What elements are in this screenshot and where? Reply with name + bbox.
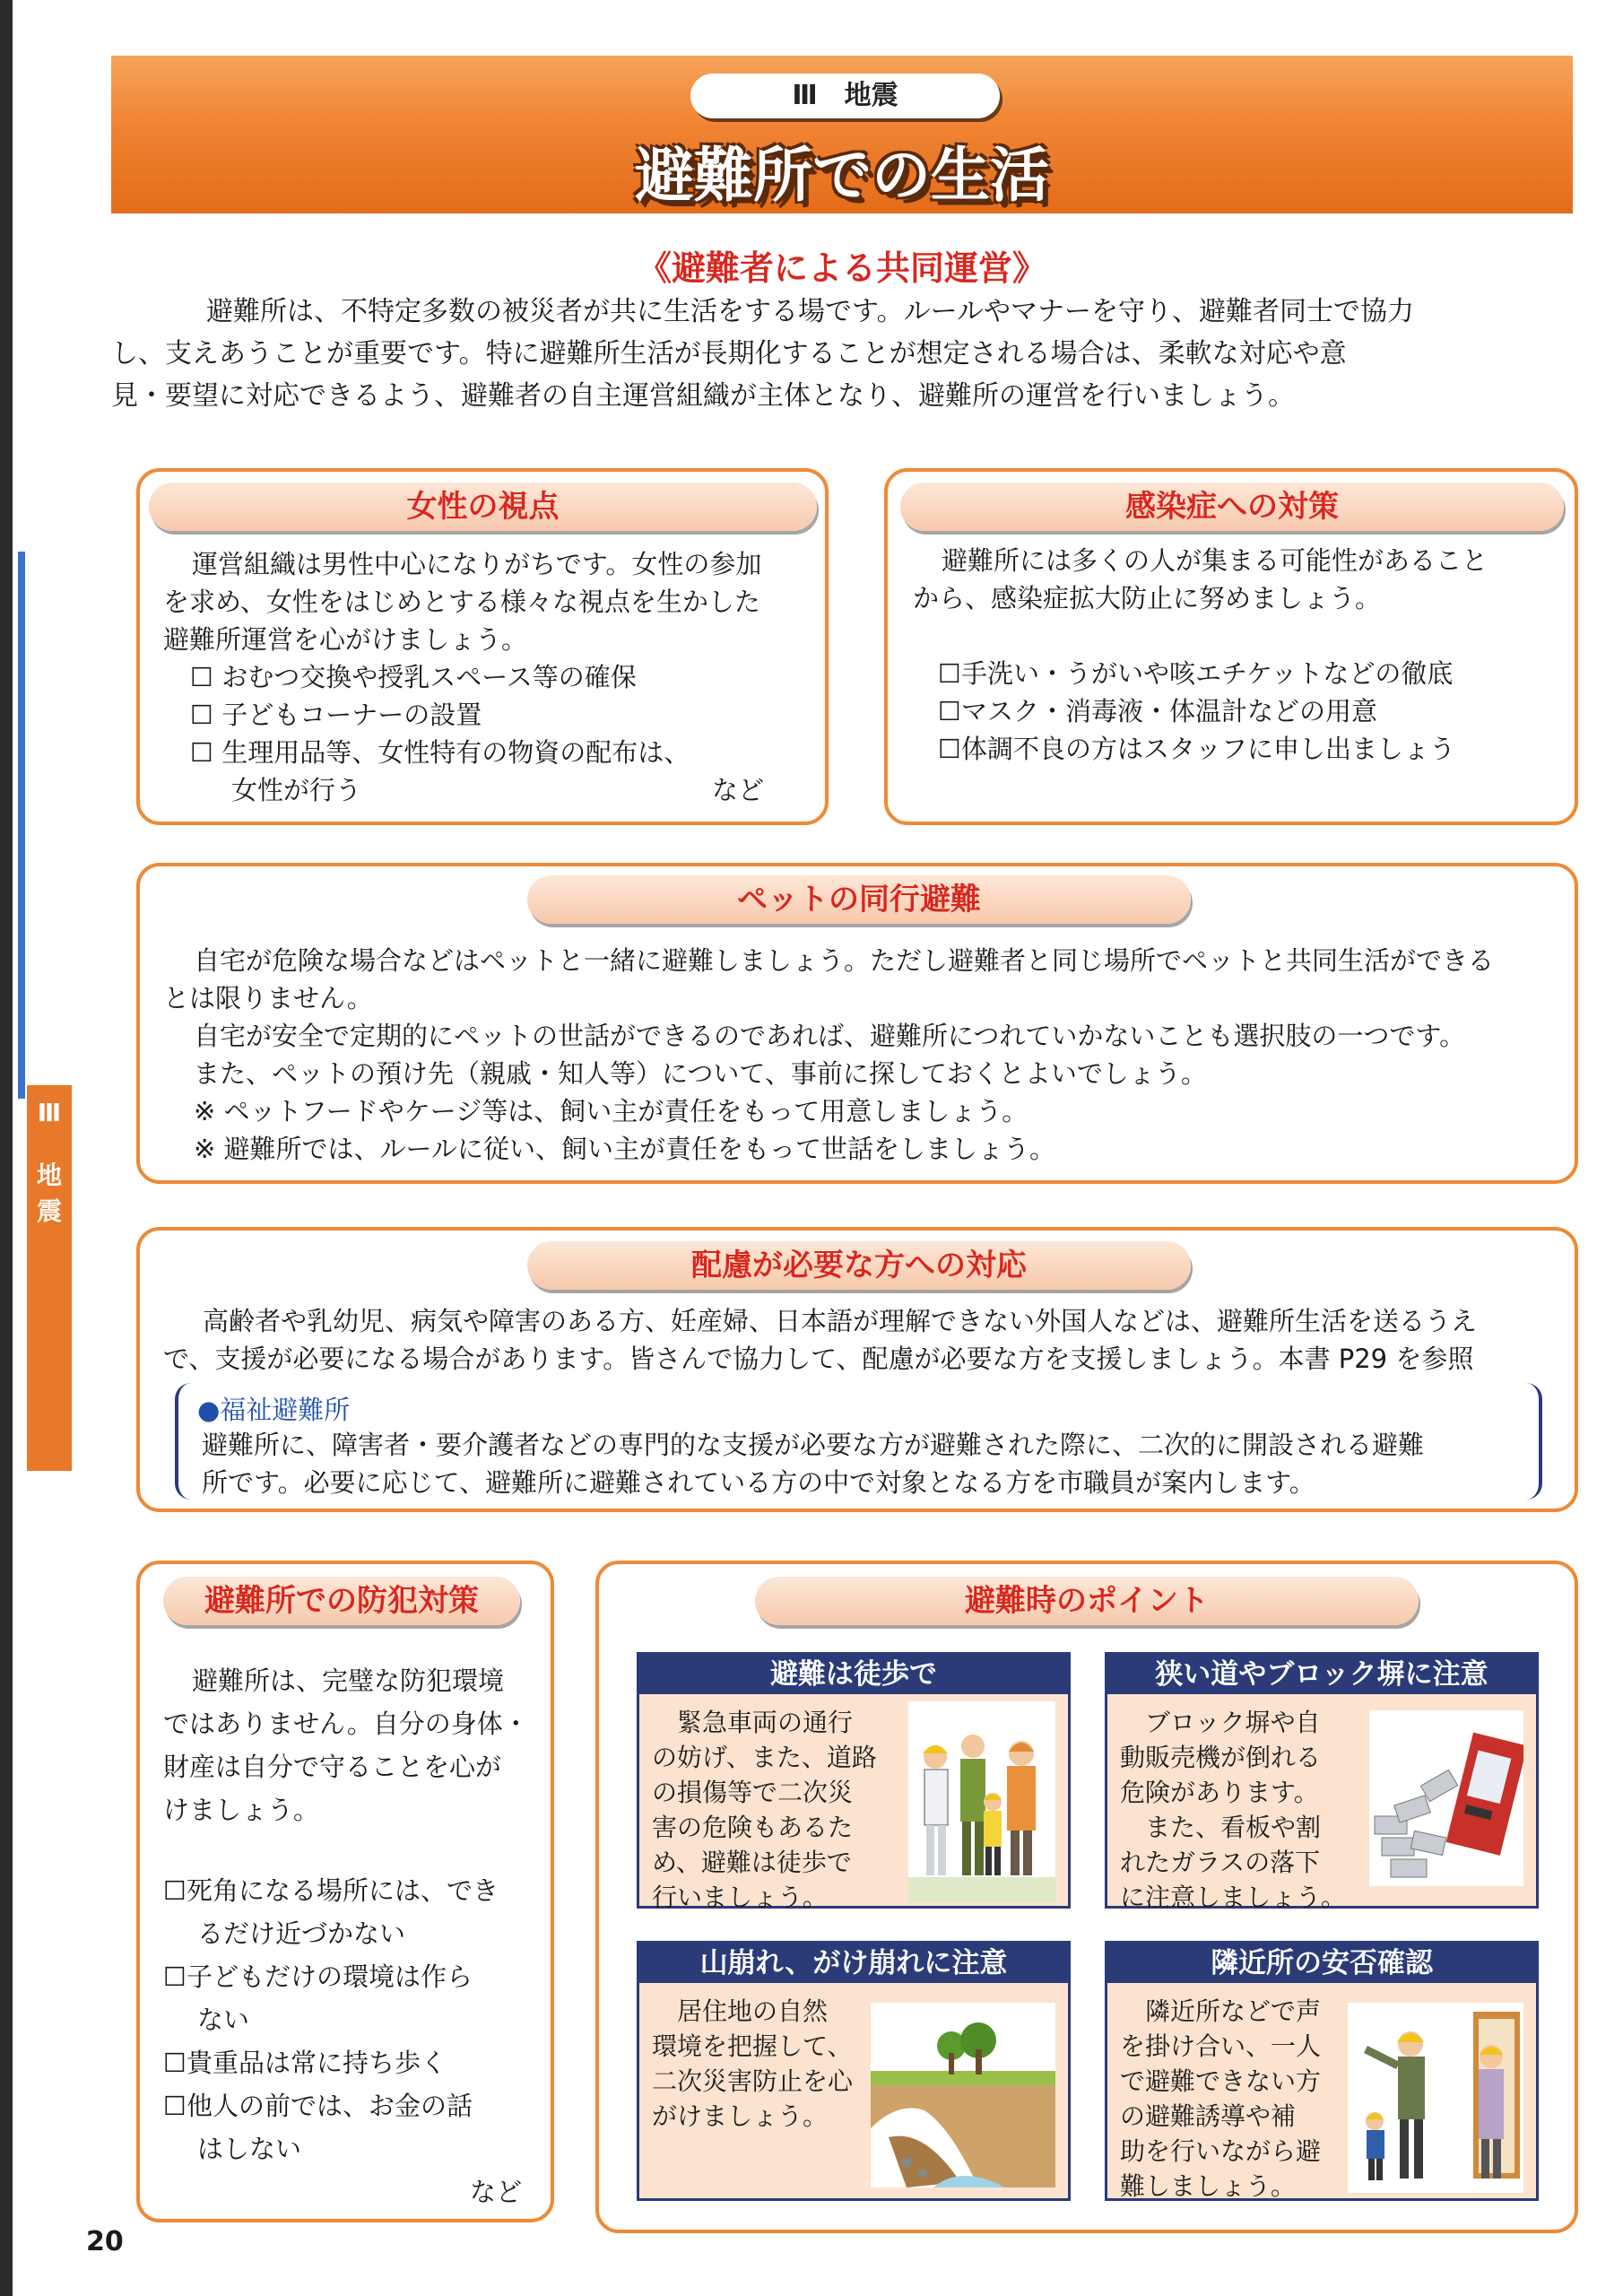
text-line: 所です。必要に応じて、避難所に避難されている方の中で対象となる方を市職員が案内します。	[202, 1467, 1315, 1498]
welfare-shelter-title: ●福祉避難所	[197, 1395, 351, 1425]
point-card-text: ブロック塀や自 動販売機が倒れる 危険があります。 また、看板や割 れたガラスの落下 に注意しましょう。	[1120, 1708, 1347, 1912]
point-card-narrow-roads	[1105, 1652, 1539, 1912]
checklist-item: ☐ おむつ交換や授乳スペース等の確保	[190, 662, 637, 692]
text-line: ではありません。自分の身体・	[163, 1709, 529, 1739]
text-line: ※ 避難所では、ルールに従い、飼い主が責任をもって世話をしましょう。	[194, 1134, 1055, 1164]
side-tab-char: 地	[36, 1161, 62, 1190]
text-line: から、感染症拡大防止に努めましょう。	[913, 583, 1382, 613]
checklist-item: ☐貴重品は常に持ち歩く	[163, 2048, 447, 2078]
evacuees-walking-illustration	[908, 1701, 1055, 1902]
text-line: を求め、女性をはじめとする様々な視点を生かした	[163, 587, 760, 617]
section-heading: 《避難者による共同運営》	[637, 248, 1046, 288]
collapsed-wall-illustration	[1369, 1710, 1523, 1886]
text-line: 自宅が安全で定期的にペットの世話ができるのであれば、避難所につれていかないことも選択肢の一つです。	[194, 1021, 1466, 1051]
text-line: 避難所には多くの人が集まる可能性があること	[942, 545, 1488, 576]
point-card-text: 緊急車両の通行 の妨げ、また、道路 の損傷等で二次災 害の危険もあるた め、避難は徒歩で 行いましょう。	[652, 1708, 877, 1912]
crime-checklist	[163, 1869, 540, 2170]
welfare-shelter-text	[202, 1426, 1538, 1501]
point-card-title: 隣近所の安否確認	[1107, 1944, 1536, 1983]
text-line: 自宅が危険な場合などはペットと一緒に避難しましょう。ただし避難者と同じ場所でペットと共同生活ができる	[194, 945, 1495, 976]
checklist-item: ☐死角になる場所には、でき るだけ近づかない	[163, 1875, 499, 1949]
margin-line	[18, 552, 25, 1099]
etc-label: など	[711, 775, 764, 805]
intro-line: 避難所は、不特定多数の被災者が共に生活をする場です。ルールやマナーを守り、避難者同士で協力	[206, 296, 1414, 327]
infection-checklist	[913, 655, 1576, 768]
checklist-item-continued	[163, 771, 818, 809]
women-perspective-title: 女性の視点	[149, 483, 817, 531]
etc-label: など	[469, 2177, 522, 2207]
text-line: で、支援が必要になる場合があります。皆さんで協力して、配慮が必要な方を支援しましょう。本書 P29 を参照	[163, 1344, 1474, 1374]
text-line: 避難所に、障害者・要介護者などの専門的な支援が必要な方が避難された際に、二次的に開設される避難	[202, 1430, 1425, 1460]
checklist-item: ☐子どもだけの環境は作ら ない	[163, 1961, 473, 2035]
care-text	[163, 1302, 1571, 1378]
binding-edge	[0, 0, 13, 2296]
checklist-item: ☐手洗い・うがいや咳エチケットなどの徹底	[938, 658, 1454, 689]
point-card-landslide	[637, 1941, 1071, 2201]
checklist-item: ☐ 生理用品等、女性特有の物資の配布は、	[190, 737, 690, 768]
chapter-label: Ⅲ 地震	[690, 74, 1000, 118]
intro-text	[111, 291, 1547, 417]
side-tab-char: 震	[36, 1196, 62, 1226]
women-perspective-text	[163, 545, 818, 809]
point-card-neighbors	[1105, 1941, 1539, 2201]
text-line: 運営組織は男性中心になりがちです。女性の参加	[192, 549, 762, 579]
landslide-illustration	[871, 2003, 1055, 2187]
text-line: とは限りません。	[163, 983, 373, 1013]
checklist-item: ☐ 子どもコーナーの設置	[190, 700, 482, 730]
chapter-side-tab	[27, 1085, 72, 1471]
page-number: 20	[86, 2226, 124, 2257]
evacuation-points-title: 避難時のポイント	[755, 1577, 1419, 1625]
pets-title: ペットの同行避難	[527, 875, 1191, 924]
intro-line: し、支えあうことが重要です。特に避難所生活が長期化することが想定される場合は、柔軟な対応や意	[111, 338, 1347, 370]
point-card-title: 狭い道やブロック塀に注意	[1107, 1655, 1536, 1694]
infection-text	[913, 542, 1576, 768]
text-line: 女性が行う	[231, 775, 362, 805]
point-card-title: 避難は徒歩で	[639, 1655, 1068, 1694]
page-title: 避難所での生活	[635, 141, 1049, 210]
women-checklist	[163, 658, 818, 771]
point-card-text: 居住地の自然 環境を把握して、 二次災害防止を心 がけましょう。	[652, 1996, 854, 2131]
intro-line: 見・要望に対応できるよう、避難者の自主運営組織が主体となり、避難所の運営を行いましょう。	[111, 380, 1295, 412]
text-line: 避難所運営を心がけましょう。	[163, 624, 528, 655]
side-tab-number: Ⅲ	[37, 1098, 62, 1127]
text-line: 避難所は、完璧な防犯環境	[192, 1665, 505, 1696]
text-line: 高齢者や乳幼児、病気や障害のある方、妊産婦、日本語が理解できない外国人などは、避難所生活を送るうえ	[203, 1306, 1478, 1336]
care-title: 配慮が必要な方への対応	[527, 1241, 1191, 1290]
pets-text	[163, 942, 1571, 1168]
text-line: 財産は自分で守ることを心が	[163, 1752, 502, 1782]
neighbor-check-illustration	[1348, 2003, 1523, 2193]
checklist-item: ☐他人の前では、お金の話 はしない	[163, 2091, 473, 2164]
crime-prevention-text	[163, 1659, 540, 2213]
crime-prevention-title: 避難所での防犯対策	[163, 1577, 520, 1625]
text-line: けましょう。	[163, 1795, 320, 1825]
point-card-title: 山崩れ、がけ崩れに注意	[639, 1944, 1068, 1983]
text-line: また、ペットの預け先（親戚・知人等）について、事前に探しておくとよいでしょう。	[194, 1058, 1207, 1089]
text-line: ※ ペットフードやケージ等は、飼い主が責任をもって用意しましょう。	[194, 1096, 1028, 1126]
checklist-item: ☐体調不良の方はスタッフに申し出ましょう	[938, 734, 1455, 764]
point-card-text: 隣近所などで声 を掛け合い、一人 で避難できない方 の避難誘導や補 助を行いながら避 難しましょう。	[1120, 1996, 1322, 2201]
infection-title: 感染症への対策	[900, 483, 1564, 531]
point-card-walk	[637, 1652, 1071, 1912]
checklist-item: ☐マスク・消毒液・体温計などの用意	[938, 696, 1377, 726]
